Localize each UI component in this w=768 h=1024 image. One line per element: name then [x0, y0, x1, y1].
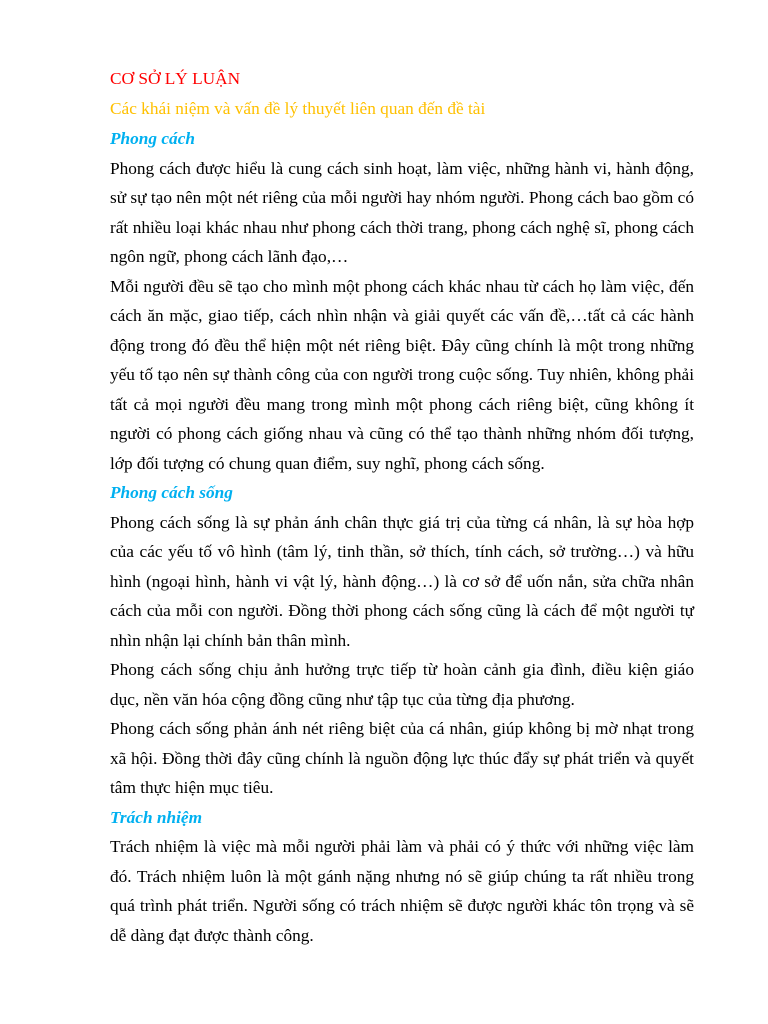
paragraph: Phong cách sống là sự phản ánh chân thực giá trị của từng cá nhân, là sự hòa hợp của các yếu tố vô hình (tâm lý, tinh thần, sở thích, tính cách, sở trường…) và hữu hình (ngoại hình, hành vi vật lý, hành động…) là cơ sở để uốn nắn, sửa chữa nhân cách của mỗi con người. Đồng thời phong cách sống cũng là cách để một người tự nhìn nhận lại chính bản thân mình. [110, 512, 694, 650]
section-heading: Trách nhiệm [110, 807, 203, 827]
paragraph: Mỗi người đều sẽ tạo cho mình một phong cách khác nhau từ cách họ làm việc, đến cách ăn mặc, giao tiếp, cách nhìn nhận và giải quyết các vấn đề,…tất cả các hành động trong đó đều thể hiện một nét riêng biệt. Đây cũng chính là một trong những yếu tố tạo nên sự thành công của con người trong cuộc sống. Tuy nhiên, không phải tất cả mọi người đều mang trong mình một phong cách riêng biệt, cũng không ít người có phong cách giống nhau và cũng có thể tạo thành những nhóm đối tượng, lớp đối tượng có chung quan điểm, suy nghĩ, phong cách sống. [110, 276, 694, 473]
paragraph: Trách nhiệm là việc mà mỗi người phải làm và phải có ý thức với những việc làm đó. Trách nhiệm luôn là một gánh nặng nhưng nó sẽ giúp chúng ta rất nhiều trong quá trình phát triển. Người sống có trách nhiệm sẽ được người khác tôn trọng và sẽ dễ dàng đạt được thành công. [110, 837, 694, 945]
paragraph: Phong cách sống phản ánh nét riêng biệt của cá nhân, giúp không bị mờ nhạt trong xã hội. Đồng thời đây cũng chính là nguồn động lực thúc đẩy sự phát triển và quyết tâm thực hiện mục tiêu. [110, 719, 694, 797]
section-heading: Phong cách [110, 129, 195, 148]
paragraph: Phong cách được hiểu là cung cách sinh hoạt, làm việc, những hành vi, hành động, sử sự tạo nên một nét riêng của mỗi người hay nhóm người. Phong cách bao gồm có rất nhiều loại khác nhau như phong cách thời trang, phong cách nghệ sĩ, phong cách ngôn ngữ, phong cách lãnh đạo,… [110, 158, 694, 266]
document-subtitle: Các khái niệm và vấn đề lý thuyết liên quan đến đề tài [110, 99, 486, 118]
paragraph: Phong cách sống chịu ảnh hưởng trực tiếp từ hoàn cảnh gia đình, điều kiện giáo dục, nền văn hóa cộng đồng cũng như tập tục của từng địa phương. [110, 660, 694, 709]
section-trach-nhiem [110, 803, 694, 951]
document-page [110, 64, 694, 950]
section-phong-cach [110, 124, 694, 478]
section-phong-cach-song [110, 478, 694, 803]
section-heading: Phong cách sống [110, 483, 233, 502]
document-title: CƠ SỞ LÝ LUẬN [110, 69, 241, 88]
